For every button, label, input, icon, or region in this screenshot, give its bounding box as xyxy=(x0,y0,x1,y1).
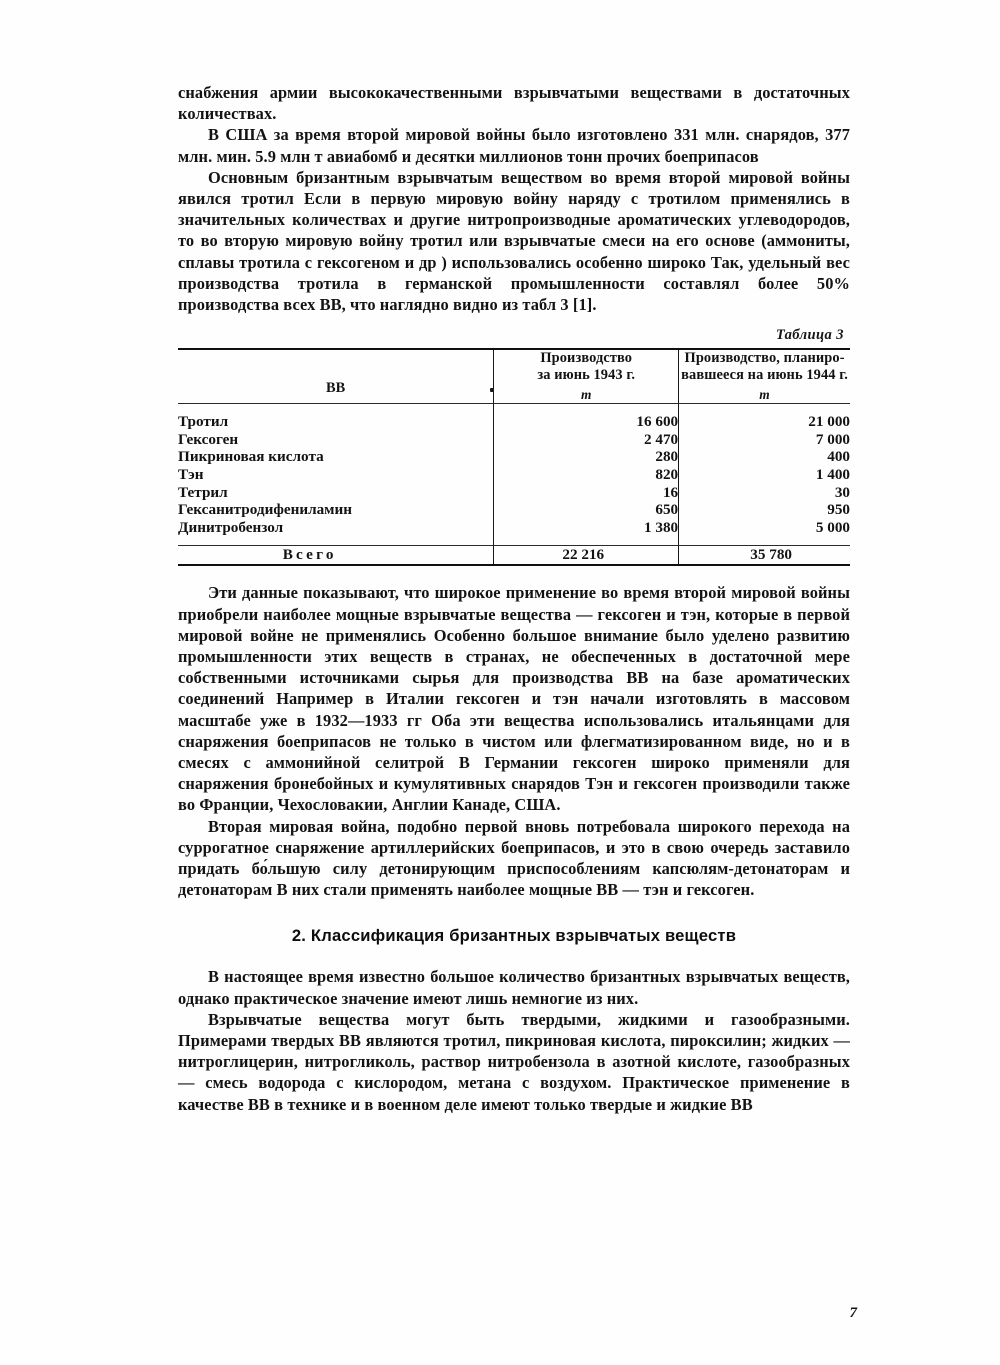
section-heading: 2. Классификация бризантных взрывчатых веществ xyxy=(291,926,737,946)
table-total-row xyxy=(178,546,850,564)
cell-production-1944: 21 000 xyxy=(679,404,850,431)
production-table-body xyxy=(178,404,850,545)
table-header-row xyxy=(178,350,850,403)
header-production-1944-planned xyxy=(679,350,850,403)
table-body xyxy=(178,404,850,545)
page-content xyxy=(178,82,850,1115)
total-1944: 35 780 xyxy=(679,546,850,564)
cell-production-1944: 1 400 xyxy=(679,466,850,484)
cell-production-1943: 650 xyxy=(494,501,679,519)
cell-production-1943: 1 380 xyxy=(494,519,679,546)
table-row xyxy=(178,519,850,546)
cell-production-1943: 16 600 xyxy=(494,404,679,431)
production-table-wrapper xyxy=(178,348,850,566)
paragraph-states-of-matter: Взрывчатые вещества могут быть твердыми, жидкими и газообразными. Примерами твердых ВВ являются тротил, пикриновая кислота, пироксилин; жидких — нитроглицерин, нитрогликоль, раствор нитробензола в азотной кислоте, газообразных — смесь водорода с кислородом, метана с воздухом. Практическое применение в качестве ВВ в технике и в военном деле имеют только твердые и жидкие ВВ xyxy=(178,1009,850,1114)
paragraph-rdx-petn-usage: Эти данные показывают, что широкое применение во время второй мировой войны приобрели наиболее мощные взрывчатые вещества — гексоген и тэн, которые в первой мировой войне не применялись Особенно большое внимание было уделено развитию промышленности этих веществ в странах, не обеспеченных в достаточной мере собственными источниками сырья для производства ВВ на базе ароматических соединений Например в Италии гексоген и тэн начали изготовлять в массовом масштабе уже в 1932—1933 гг Оба эти вещества использовались итальянцами для снаряжения боеприпасов не только в чистом или флегматизированном виде, но и в смесях с аммонийной селитрой В Германии гексоген широко применяли для снаряжения бронебойных и кумулятивных снарядов Тэн и гексоген производили также во Франции, Чехословакии, Англии Канаде, США. xyxy=(178,583,850,815)
paragraph-many-explosives: В настоящее время известно большое количество бризантных взрывчатых веществ, однако практическое значение имеют лишь немногие из них. xyxy=(178,967,850,1008)
total-1943: 22 216 xyxy=(494,546,679,564)
cell-explosive-name: Тротил xyxy=(178,413,229,431)
cell-explosive-name: Гексанитродифениламин xyxy=(178,501,353,519)
cell-production-1943: 820 xyxy=(494,466,679,484)
cell-production-1944: 950 xyxy=(679,501,850,519)
cell-production-1943: 16 xyxy=(494,484,679,502)
header-production-1944-line2: вавшееся на июнь 1944 г. xyxy=(681,367,848,384)
cell-explosive-name: Гексоген xyxy=(178,430,239,448)
cell-production-1944: 7 000 xyxy=(679,431,850,449)
cell-production-1943: 280 xyxy=(494,448,679,466)
paragraph-continuation: снабжения армии высококачественными взрывчатыми веществами в достаточных количествах. xyxy=(178,83,850,124)
table-caption: Таблица 3 xyxy=(775,327,844,344)
production-table xyxy=(178,350,850,403)
table-row xyxy=(178,404,850,431)
table-row xyxy=(178,501,850,519)
cell-production-1944: 30 xyxy=(679,484,850,502)
cell-explosive-name: Тэн xyxy=(178,466,204,484)
table-row xyxy=(178,484,850,502)
table-head xyxy=(178,350,850,403)
cell-production-1944: 400 xyxy=(679,448,850,466)
header-production-1943-line1: Производство xyxy=(540,350,633,367)
header-explosive: ВВ xyxy=(325,380,346,397)
table-row xyxy=(178,431,850,449)
cell-explosive-name: Тетрил xyxy=(178,483,228,501)
paragraph-detonators: Вторая мировая война, подобно первой вновь потребовала широкого перехода на суррогатное снаряжение артиллерийских боеприпасов, и это в свою очередь заставило придать бо́льшую силу детонирующим приспособлениям капсюлям-детонаторам и детонаторам В них стали применять наиболее мощные ВВ — тэн и гексоген. xyxy=(178,816,850,900)
cell-production-1943: 2 470 xyxy=(494,431,679,449)
header-production-1943-unit: т xyxy=(580,387,592,403)
paragraph-tnt-main-explosive: Основным бризантным взрывчатым веществом во время второй мировой войны явился тротил Если в первую мировую войну наряду с тротилом применялись в значительных количествах и другие нитропроизводные ароматических углеводородов, то во вторую мировую войну тротил или взрывчатые смеси на его основе (аммониты, сплавы тротила с гексогеном и др ) использовались особенно широко Так, удельный вес производства тротила в германской промышленности составлял более 50% производства всех ВВ, что наглядно видно из табл 3 [1]. xyxy=(178,167,850,315)
cell-explosive-name: Пикриновая кислота xyxy=(178,448,324,466)
page-number: 7 xyxy=(849,1305,857,1321)
table-rule-bottom xyxy=(178,564,850,566)
scan-speck xyxy=(490,388,494,392)
header-production-1944-unit: т xyxy=(759,387,770,403)
paragraph-usa-production: В США за время второй мировой войны было изготовлено 331 млн. снарядов, 377 млн. мин. 5.9 млн т авиабомб и десятки миллионов тонн прочих боеприпасов xyxy=(178,125,850,166)
header-production-1943 xyxy=(494,350,679,403)
cell-explosive-name: Динитробензол xyxy=(178,518,284,536)
header-production-1943-line2: за июнь 1943 г. xyxy=(537,367,636,384)
table-row xyxy=(178,448,850,466)
cell-production-1944: 5 000 xyxy=(679,519,850,546)
table-row xyxy=(178,466,850,484)
header-production-1944-line1: Производство, планиро- xyxy=(684,350,845,367)
production-table-total xyxy=(178,546,850,564)
total-label: Всего xyxy=(282,546,337,564)
table-foot xyxy=(178,546,850,564)
